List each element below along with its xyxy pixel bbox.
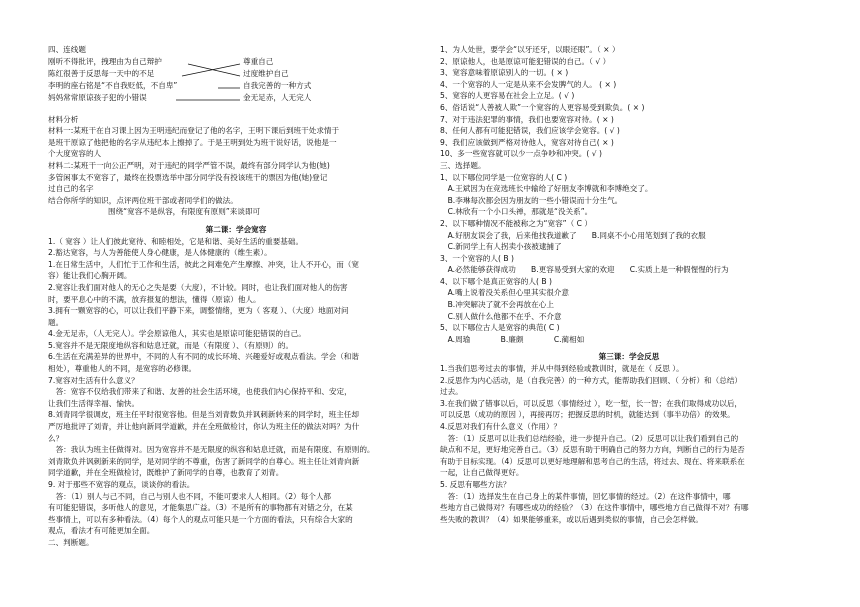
match-right-item: 自我完善的一种方式 xyxy=(243,80,312,90)
text-line: 题。 xyxy=(48,317,64,327)
text-line: 3.拥有一颗宽容的心，可以让我们平静下来，调整情绪，更为（ 客观 ）、（大度）地面对问 xyxy=(48,306,349,316)
text-line: 材料分析 xyxy=(48,114,79,124)
judgment-item: 5、宽容的人更容易在社会上立足。( √ ) xyxy=(440,91,575,101)
lesson-3-content xyxy=(440,363,818,525)
judgment-item: 10、多一些宽容就可以少一点争吵和冲突。( √ ) xyxy=(440,149,602,159)
choice-item: 3、一个宽容的人( B ) xyxy=(440,253,514,263)
section-heading-matching: 四、连线题 xyxy=(48,45,86,54)
text-line: 二、判断题。 xyxy=(48,537,94,547)
text-line: 过去。 xyxy=(440,387,463,397)
text-line: 个大度宽容的人 xyxy=(48,149,102,159)
text-line: 2.反思作为内心活动，是（自我完善）的一种方式，能帮助我们回顾、（ 分析）和（总结） xyxy=(440,375,743,385)
choice-item: C.新同学上有人拐卖小孩被逮捕了 xyxy=(440,242,562,252)
judgment-item: 4、一个宽容的人一定是从来不会发脾气的人。 ( × ) xyxy=(440,79,617,89)
text-line: 同学道歉，并在全班做检讨，既维护了新同学的自尊，也教育了刘青。 xyxy=(48,468,284,478)
text-line: 有可能犯错误，多听他人的意见，才能集思广益。（3）不是所有的事物都有对错之分，在某 xyxy=(48,503,353,513)
judgment-item: 6、俗话说“人善被人欺”一个宽容的人更容易受到欺负。( × ) xyxy=(440,102,645,112)
text-line: 些失败的教训？（4）如果能够重来，或以后遇到类似的事情，自己会怎样做。 xyxy=(440,514,704,524)
text-line: 是班干原谅了他把他的名字从违纪本上擦掉了。于是王明到处为班干说好话，说他是一 xyxy=(48,137,337,147)
section-heading-choice: 三、选择题。 xyxy=(440,160,486,170)
judgment-item: 9、我们应该做到严格对待他人，宽容对待自己( × ) xyxy=(440,137,614,147)
choice-questions xyxy=(440,172,818,346)
choice-item: C.别人做什么他都不在乎、不介意 xyxy=(440,311,562,321)
text-line: 严厉地批评了刘青，并让他向新同学道歉，并在全班做检讨，你认为班主任的做法对吗？为什 xyxy=(48,422,360,432)
lesson-3-title: 第三课：学会反思 xyxy=(598,352,660,362)
text-line: 些事情上，可以有多种看法。（4）每个人的观点可能只是一个方面的看法，只有综合大家的 xyxy=(48,514,353,524)
matching-exercise xyxy=(48,56,424,114)
left-column xyxy=(48,44,424,549)
material-analysis xyxy=(48,114,424,207)
text-line: 答：（1）别人与己不同，自己与别人也不同，不能可要求人人相同。（2）每个人都 xyxy=(48,491,332,501)
text-line: 6.生活在充满差异的世界中，不同的人有不同的成长环境、兴趣爱好或观点看法。学会（和谐 xyxy=(48,352,359,362)
lesson-2-title: 第二课：学会宽容 xyxy=(205,224,267,234)
match-left-item: 妈妈常常原谅孩子犯的小错误 xyxy=(48,92,147,102)
text-line: 1.（ 宽容 ）让人们彼此宽待、和睦相处，它是和谐、美好生活的重要基础。 xyxy=(48,236,304,246)
text-line: 刘青欺负并讽刺新来的同学，是对同学的不尊重，伤害了新同学的自尊心。班主任让刘青向新 xyxy=(48,456,360,466)
choice-item: 4、以下哪个是真正宽容的人( B ) xyxy=(440,276,552,286)
text-line: 材料二:某班干一向公正严明，对于违纪的同学严管不误，最终有部分同学认为他(她) xyxy=(48,160,330,170)
text-line: 么？ xyxy=(48,433,64,443)
text-line: 5.宽容并不是无限度地纵容和姑息迁就，而是（有限度 ）、（有原则）的。 xyxy=(48,340,294,350)
material-answer: 围绕“宽容不是纵容，有限度有原则”来谈即可 xyxy=(108,207,261,217)
text-line: 观点，看法才有可能更加全面。 xyxy=(48,526,155,536)
text-line: 9. 对于那些不宽容的观点，谈谈你的看法。 xyxy=(48,480,195,489)
choice-item: A.嘴上说着没关系但心里其实很介意 xyxy=(440,288,569,298)
text-line: 3.在我们做了错事以后，可以反思（事情经过 ），吃一堑，长一智；在我们取得成功以后， xyxy=(440,398,743,408)
choice-item: B.冲突解决了就不会再放在心上 xyxy=(440,300,554,310)
text-line: 答：我认为班主任做得对。因为宽容并不是无限度的纵容和姑息迁就，而是有限度、有原则的。 xyxy=(48,445,375,455)
choice-item: 1、以下哪位同学是一位宽容的人( C ) xyxy=(440,172,568,182)
text-line: 答：（1）反思可以让我们总结经验，进一步提升自己。（2）反思可以让我们看到自己的 xyxy=(440,433,739,443)
text-line: 时，要平息心中的不满，放弃报复的想法，懂得（原谅）他人。 xyxy=(48,294,261,304)
lesson-2-content xyxy=(48,236,424,549)
judgment-item: 2、原谅他人，也是原谅可能犯错误的自己。（ √ ） xyxy=(440,56,611,66)
choice-item: A.必然能够获得成功 B.更容易受到大家的欢迎 C.实质上是一种假惺惺的行为 xyxy=(440,265,729,275)
text-line: 5. 反思有哪些方法？ xyxy=(440,479,511,489)
judgment-item: 7、对于违法犯罪的事情，我们也要宽容对待。( × ) xyxy=(440,114,614,124)
choice-item: 2、以下哪种情况不能被称之为“宽容”（ C ） xyxy=(440,218,592,228)
text-line: 1.当我们思考过去的事情，并从中得到经验或教训时，就是在（ 反思 ）。 xyxy=(440,364,684,374)
text-line: 过自己的名字 xyxy=(48,184,94,194)
text-line: 答：宽容不仅给我们带来了和谐、友善的社会生活环境，也使我们内心保持平和、安定， xyxy=(48,387,352,397)
match-right-item: 金无足赤，人无完人 xyxy=(243,92,312,102)
text-line: 8.刘青同学很调皮，班主任平时很宽容他。但是当刘青数负并讽刺新转来的同学时，班主任却 xyxy=(48,410,359,420)
text-line: 多管闲事太不宽容了，最终在投票选举中部分同学没有投该班干的票因为他(她)登记 xyxy=(48,172,328,182)
choice-item: C.林欣有一个小口头禅，那就是“没关系”。 xyxy=(440,207,593,217)
choice-item: A.好朋友误会了我，后来他找我道歉了 B.同桌不小心用笔划到了我的衣服 xyxy=(440,230,706,240)
text-line: 1.在日常生活中，人们忙于工作和生活，彼此之间难免产生摩擦、冲突，让人不开心，而（宽 xyxy=(48,259,359,269)
match-right-item: 尊重自己 xyxy=(243,56,274,66)
text-line: 些地方自己做得对？有哪些成功的经验？（3）在这件事情中，哪些地方自己做得不对？有哪 xyxy=(440,503,749,513)
text-line: 有助于目标实现。（4）反思可以更好地理解和思考自己的生活，将过去、现在、将来联系在 xyxy=(440,456,745,466)
text-line: 一起，让自己做得更好。 xyxy=(440,468,524,478)
choice-item: A.王斌因为在竞选班长中输给了好朋友李博就和李博绝交了。 xyxy=(440,184,653,194)
match-left-item: 陈红很善于反思每一天中的不足 xyxy=(48,68,155,78)
text-line: 可以反思（成功的原因 ），再接再厉；把握反思的时机，就能达到（事半功倍）的效果。 xyxy=(440,410,735,420)
text-line: 材料一:某班干在自习课上因为王明违纪而登记了他的名字，王明下课后到班干处求情于 xyxy=(48,126,340,136)
text-line: 结合你所学的知识，点评两位班干部或者同学们的做法。 xyxy=(48,195,238,205)
judgment-questions xyxy=(440,44,818,160)
judgment-item: 1、为人处世，要学会“以牙还牙，以眼还眼”。（ × ） xyxy=(440,45,620,54)
choice-item: A.周瑜 B.廉颇 C.蔺相如 xyxy=(440,334,585,344)
text-line: 4.反思对我们有什么意义（作用）？ xyxy=(440,422,562,431)
choice-item: 5、以下哪位古人是宽容的典范( C ) xyxy=(440,323,560,333)
text-line: 2.宽容让我们面对他人的无心之失是要（大度），不计较。同时，也让我们面对他人的伤害 xyxy=(48,282,348,292)
judgment-item: 8、任何人都有可能犯错误，我们应该学会宽容。( √ ) xyxy=(440,126,620,136)
text-line: 容）能让我们心胸开阔。 xyxy=(48,271,132,281)
text-line: 答：（1）选择发生在自己身上的某件事情，回忆事情的经过。（2）在这件事情中，哪 xyxy=(440,491,731,501)
match-right-item: 过度维护自己 xyxy=(243,68,289,78)
text-line: 4.金无足赤，（人无完人）。学会原谅他人，其实也是原谅可能犯错误的自己。 xyxy=(48,329,306,339)
right-column xyxy=(440,44,818,525)
text-line: 缺点和不足，更好地完善自己。（3）反思有助于明确自己的努力方向，判断自己的行为是否 xyxy=(440,445,745,455)
text-line: 7.宽容对生活有什么意义？ xyxy=(48,375,139,385)
match-left-item: 刚听不得批评，拽理由为自己辩护 xyxy=(48,56,162,66)
text-line: 相处），尊重他人的不同，是宽容的必修课。 xyxy=(48,364,197,374)
match-left-item: 李明的座右铭是“不自我贬低，不自卑” xyxy=(48,80,178,90)
text-line: 让我们生活得幸福、愉快。 xyxy=(48,398,140,408)
choice-item: B.李琳每次都会因为朋友的一些小错误而十分生气。 xyxy=(440,195,623,205)
judgment-item: 3、宽容意味着原谅别人的一切。( × ) xyxy=(440,68,569,78)
text-line: 2.豁达宽容，与人为善能使人身心健康，是人体健康的（维生素）。 xyxy=(48,248,272,258)
